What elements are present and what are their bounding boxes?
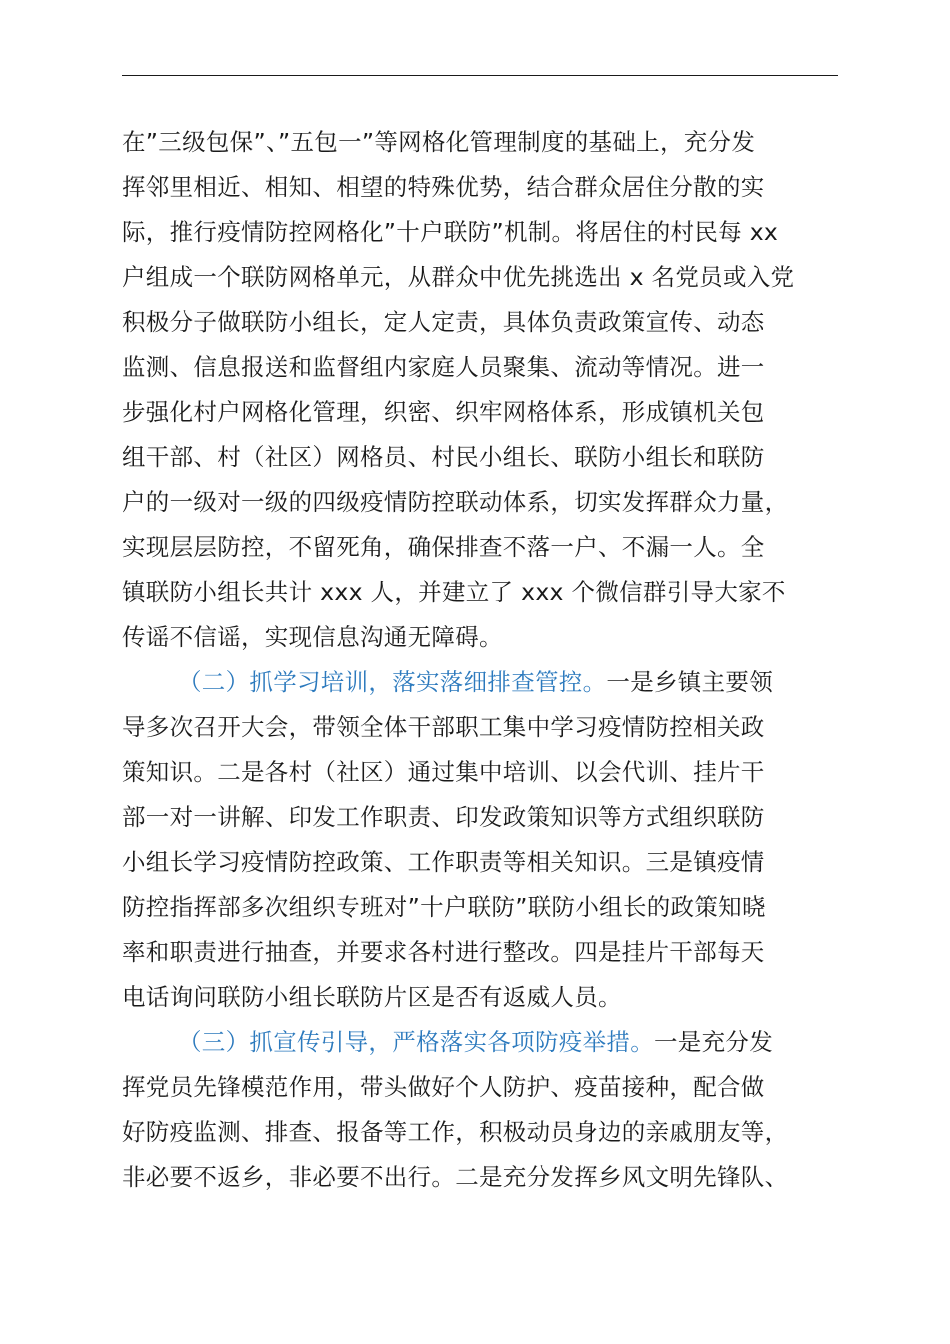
paragraph-2 bbox=[122, 660, 838, 1020]
section-heading: （二）抓学习培训，落实落细排查管控。 bbox=[178, 668, 607, 696]
text-line: 电话询问联防小组长联防片区是否有返威人员。 bbox=[122, 983, 622, 1011]
text-line: 镇联防小组长共计 xxx 人，并建立了 xxx 个微信群引导大家不 bbox=[122, 578, 786, 606]
text-line: 积极分子做联防小组长，定人定责，具体负责政策宣传、动态 bbox=[122, 308, 765, 336]
text-line: 导多次召开大会，带领全体干部职工集中学习疫情防控相关政 bbox=[122, 713, 765, 741]
paragraph-3 bbox=[122, 1020, 838, 1200]
text-line: 部一对一讲解、印发工作职责、印发政策知识等方式组织联防 bbox=[122, 803, 765, 831]
text-line: 防控指挥部多次组织专班对”十户联防”联防小组长的政策知晓 bbox=[122, 893, 766, 921]
text-line: 传谣不信谣，实现信息沟通无障碍。 bbox=[122, 623, 503, 651]
text-line: 非必要不返乡，非必要不出行。二是充分发挥乡风文明先锋队、 bbox=[122, 1163, 789, 1191]
text-line: 户组成一个联防网格单元，从群众中优先挑选出 x 名党员或入党 bbox=[122, 263, 795, 291]
text-span: 一是乡镇主要领 bbox=[606, 668, 774, 696]
header-rule bbox=[122, 75, 838, 76]
text-line: 际，推行疫情防控网格化”十户联防”机制。将居住的村民每 xx bbox=[122, 218, 779, 246]
text-line: 好防疫监测、排查、报备等工作，积极动员身边的亲戚朋友等， bbox=[122, 1118, 789, 1146]
text-line: 实现层层防控，不留死角，确保排查不落一户、不漏一人。全 bbox=[122, 533, 765, 561]
paragraph-first-line bbox=[122, 1020, 838, 1065]
text-span: 一是充分发 bbox=[654, 1028, 773, 1056]
text-line: 小组长学习疫情防控政策、工作职责等相关知识。三是镇疫情 bbox=[122, 848, 765, 876]
paragraph-1 bbox=[122, 120, 838, 660]
text-line: 步强化村户网格化管理，织密、织牢网格体系，形成镇机关包 bbox=[122, 398, 765, 426]
text-line: 挥党员先锋模范作用，带头做好个人防护、疫苗接种，配合做 bbox=[122, 1073, 765, 1101]
text-line: 户的一级对一级的四级疫情防控联动体系，切实发挥群众力量， bbox=[122, 488, 789, 516]
paragraph-first-line bbox=[122, 660, 838, 705]
text-line: 率和职责进行抽查，并要求各村进行整改。四是挂片干部每天 bbox=[122, 938, 765, 966]
text-line: 挥邻里相近、相知、相望的特殊优势，结合群众居住分散的实 bbox=[122, 173, 765, 201]
text-line: 监测、信息报送和监督组内家庭人员聚集、流动等情况。进一 bbox=[122, 353, 765, 381]
text-line: 策知识。二是各村（社区）通过集中培训、以会代训、挂片干 bbox=[122, 758, 765, 786]
section-heading: （三）抓宣传引导，严格落实各项防疫举措。 bbox=[178, 1028, 654, 1056]
document-body bbox=[122, 120, 838, 1200]
text-line: 组干部、村（社区）网格员、村民小组长、联防小组长和联防 bbox=[122, 443, 765, 471]
text-line: 在”三级包保”、”五包一”等网格化管理制度的基础上，充分发 bbox=[122, 128, 756, 156]
